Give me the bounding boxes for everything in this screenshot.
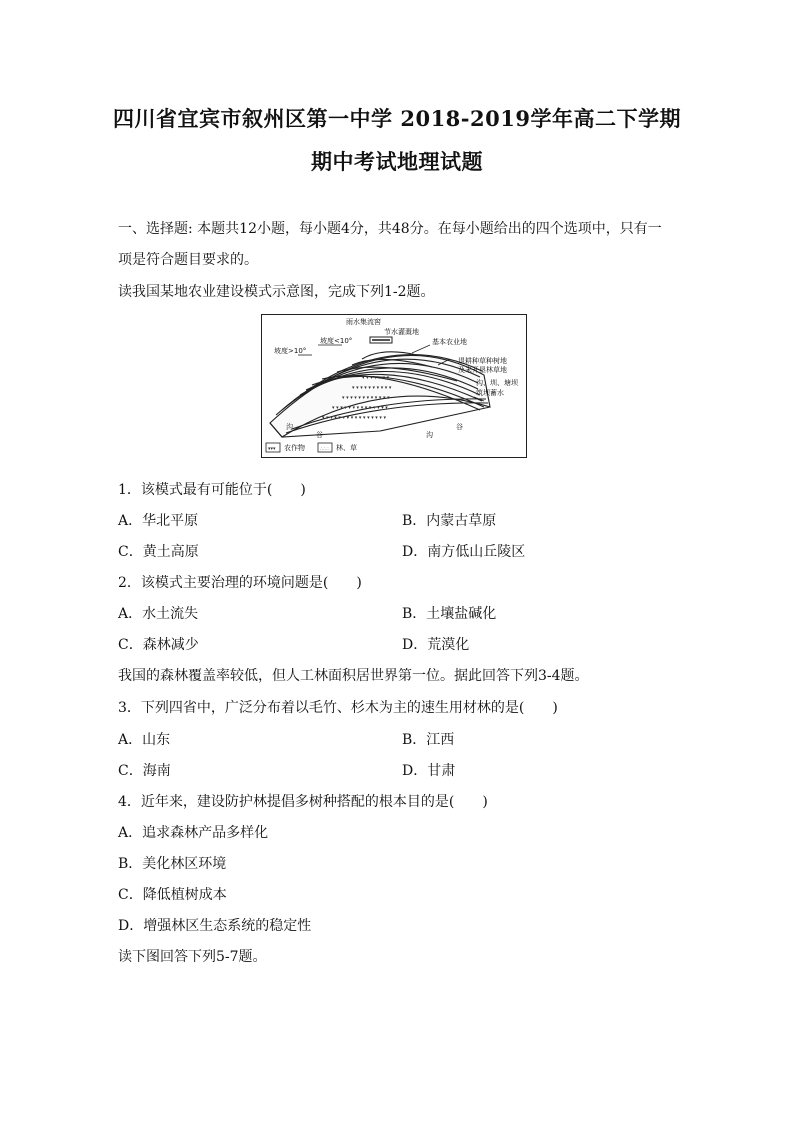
question-3-option-a: A．山东: [118, 732, 171, 748]
question-3-option-c: C．海南: [118, 763, 171, 779]
question-1-option-a: A．华北平原: [118, 513, 199, 529]
svg-text:▾ ▾ ▾ ▾ ▾ ▾ ▾ ▾ ▾ ▾: ▾ ▾ ▾ ▾ ▾ ▾ ▾ ▾ ▾ ▾: [352, 385, 392, 391]
label-basic-farmland: 基本农业地: [432, 338, 467, 346]
question-1-option-d: D．南方低山丘陵区: [402, 544, 526, 560]
terrace-model-figure: [261, 314, 527, 458]
label-pond: 沟、圳、塘坝: [476, 379, 518, 387]
question-3-option-b: B．江西: [402, 732, 455, 748]
label-gully-right: 沟: [426, 431, 433, 439]
question-1-option-b: B．内蒙古草原: [402, 513, 497, 529]
question-4-stem: 4．近年来，建设防护林提倡多树种搭配的根本目的是( ): [118, 794, 488, 810]
section-heading: 一、选择题: 本题共12小题，每小题4分，共48分。在每小题给出的四个选项中，只有一: [118, 221, 662, 237]
label-return-forest: 退耕种草种树地: [458, 357, 507, 365]
section-heading-cont: 项是符合题目要求的。: [118, 252, 258, 268]
question-4-option-c: C．降低植树成本: [118, 887, 227, 903]
question-3-stem: 3．下列四省中，广泛分布着以毛竹、杉木为主的速生用材林的是( ): [118, 700, 558, 716]
label-rain-cellar: 雨水集流窖: [346, 318, 381, 326]
question-4-option-d: D．增强林区生态系统的稳定性: [118, 918, 312, 934]
legend-forest-label: 林、草: [336, 444, 357, 452]
label-slope-less: 坡度<10°: [320, 337, 353, 345]
question-1-stem: 1．该模式最有可能位于( ): [118, 482, 306, 498]
question-4-option-b: B．美化林区环境: [118, 856, 227, 872]
intro-questions-3-4: 我国的森林覆盖率较低，但人工林面积居世界第一位。据此回答下列3-4题。: [118, 668, 589, 684]
exam-title-line-2: 期中考试地理试题: [311, 149, 483, 174]
label-valley-left: 谷: [316, 431, 323, 439]
question-2-option-d: D．荒漠化: [402, 637, 470, 653]
question-3-option-d: D．甘肃: [402, 763, 456, 779]
label-gully-left: 沟: [286, 423, 293, 431]
label-irrigation: 节水灌溉地: [384, 328, 419, 336]
svg-text:▾ ▾ ▾ ▾ ▾ ▾ ▾ ▾ ▾ ▾ ▾ ▾ ▾ ▾ ▾: ▾ ▾ ▾ ▾ ▾ ▾ ▾ ▾ ▾ ▾ ▾ ▾ ▾ ▾ ▾ ▾: [322, 415, 386, 421]
question-2-option-a: A．水土流失: [118, 606, 199, 622]
question-4-option-a: A．追求森林产品多样化: [118, 825, 269, 841]
question-2-option-c: C．森林减少: [118, 637, 199, 653]
svg-text:▾ ▾ ▾ ▾ ▾ ▾ ▾ ▾ ▾ ▾ ▾ ▾ ▾ ▾: ▾ ▾ ▾ ▾ ▾ ▾ ▾ ▾ ▾ ▾ ▾ ▾ ▾ ▾: [332, 405, 388, 411]
exam-title-line-1: 四川省宜宾市叙州区第一中学 2018-2019学年高二下学期: [113, 106, 681, 131]
legend-crop-label: 农作物: [284, 444, 305, 452]
svg-text:▾▾▾: ▾▾▾: [268, 446, 276, 452]
svg-text:▾ ▾ ▾ ▾ ▾ ▾ ▾: ▾ ▾ ▾ ▾ ▾ ▾ ▾: [362, 375, 390, 381]
question-1-option-c: C．黄土高原: [118, 544, 199, 560]
label-slope-greater: 坡度>10°: [274, 347, 307, 355]
intro-questions-5-7: 读下图回答下列5-7题。: [118, 949, 267, 965]
label-store-water: 筑坝蓄水: [476, 389, 504, 397]
label-valley-right: 谷: [456, 423, 463, 431]
label-return-forest-2: 及未开垦林草地: [458, 366, 507, 374]
question-2-stem: 2．该模式主要治理的环境问题是( ): [118, 575, 362, 591]
svg-text:▾ ▾ ▾ ▾ ▾ ▾ ▾ ▾ ▾ ▾ ▾ ▾: ▾ ▾ ▾ ▾ ▾ ▾ ▾ ▾ ▾ ▾ ▾ ▾: [342, 395, 390, 401]
intro-questions-1-2: 读我国某地农业建设模式示意图，完成下列1-2题。: [118, 284, 435, 300]
svg-text:∴∴∴: ∴∴∴: [320, 446, 330, 452]
question-2-option-b: B．土壤盐碱化: [402, 606, 497, 622]
